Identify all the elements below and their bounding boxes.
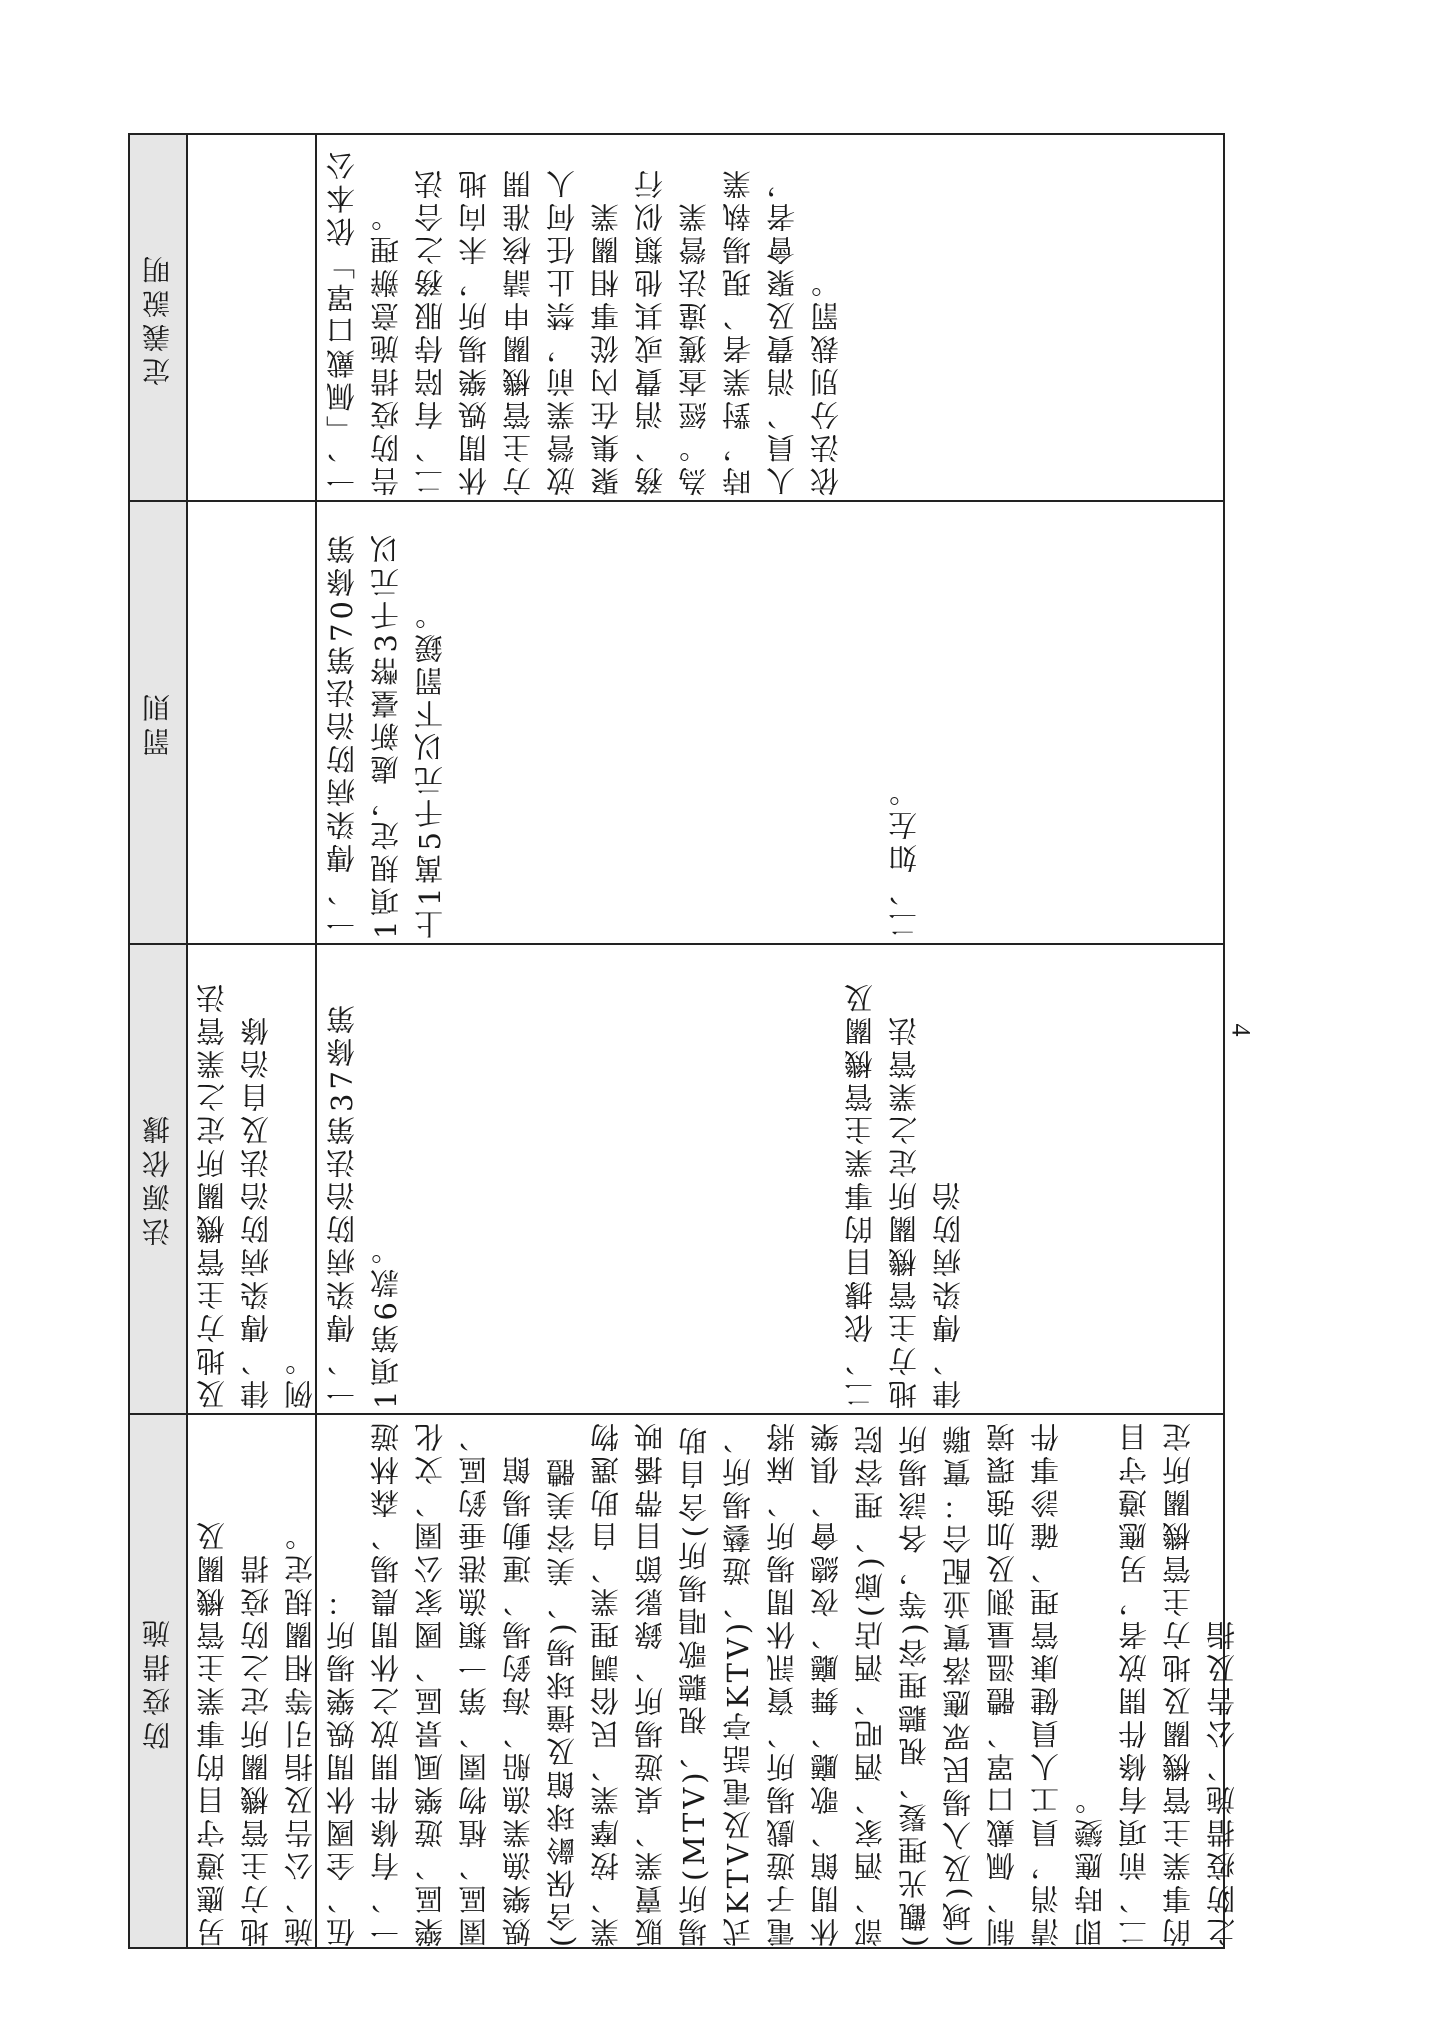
legal-basis-section-five (320, 949, 1220, 1409)
penalty-section-five (320, 506, 1220, 939)
measures-cont-line1: 另應遵守目的事業主管機關及 (195, 1518, 229, 1947)
measures-cont-line3: 施、公告及指引等相關規定。 (283, 1518, 317, 1947)
legal-item-1: 一、傳染病防治法第37條第1項第6款。 (325, 1001, 403, 1409)
header-legal-basis-label: 法源依據 (141, 1110, 174, 1246)
col-divider-1 (130, 500, 1223, 502)
measures-item-2: 二、前項有條件開放者，另應遵守目的事業主管機關及地方主管機關所定之防疫措施、公告及指 (1117, 1419, 1239, 1947)
legal-cont-text: 及地方主管機關所定之業管法律、傳染病防治法及自治條例。 (195, 980, 317, 1409)
header-measures-label: 防疫措施 (141, 1614, 174, 1750)
definition-item-2: 二、有陪侍服務之合法休閒娛樂場所，未向地方主管機關申請核准開放營業前，禁止任何人聚集在內從事相關業務、消費或其他類似行為。經查獲違法營業時，對業者、現場執業人員、消費及聚會者，依法分別裁罰。 (413, 166, 843, 496)
legal-continuation (190, 949, 317, 1409)
measures-continuation (190, 1419, 317, 1947)
col-divider-2 (130, 943, 1223, 945)
header-divider (186, 135, 188, 1947)
measures-item-1: 一、有條件開放之休閒農場、森林遊樂區、遊樂風景區、國家公園、文化園區、植物園、第一類漁港垂釣區、娛樂漁業漁船、海釣場、運動場館(含保齡球館及撞球場)、美容美體業、按摩業、民俗調理業、自助選物販賣業、桌遊場所、錄影節目帶播映場所(MTV)、視聽歌唱場所(含自助式KTV及電話亭KTV)、遊藝場所、電子遊戲場所、資訊休閒場所、麻將休閒館、歌廳、舞廳、夜總會、俱樂部、酒家、酒吧、酒店(廊)、理容院(觀光理髮、視聽理容)等，各該場所(域)及入場民眾應落實並配合：實聯制、佩戴口罩、體溫量測及加強環境清消，員工人員健康管理、確診事件即時應變。 (369, 1419, 1107, 1947)
header-legal-basis (130, 943, 186, 1413)
header-definition-label: 定義說明 (141, 249, 174, 386)
measures-cont-line2: 地方主管機關所定之防疫措 (239, 1551, 273, 1947)
regulation-table (128, 133, 1239, 1949)
col-divider-3 (130, 1413, 1223, 1415)
legal-item-2: 二、依據目的事業主管機關及地方主管機關所定之業管法律、傳染病防治 (843, 980, 965, 1409)
header-penalty-label: 罰則 (141, 687, 174, 756)
header-measures (130, 1413, 186, 1951)
section-title: 伍、全國休閒娛樂場所： (325, 1584, 359, 1947)
penalty-item-1: 一、傳染病防治法第70條第1項規定，處新臺幣3千元以上1萬5千元以下罰鍰。 (325, 531, 447, 939)
header-penalty (130, 500, 186, 943)
measures-section-five (320, 1419, 1239, 1947)
definition-section-five (320, 141, 1220, 496)
header-definition (130, 135, 186, 500)
definition-item-1: 一、「佩戴口罩」依本公告防疫措施意辦理。 (325, 147, 403, 496)
penalty-item-2: 二、如左。 (887, 774, 921, 939)
page-number: 4 (1226, 1023, 1256, 1037)
